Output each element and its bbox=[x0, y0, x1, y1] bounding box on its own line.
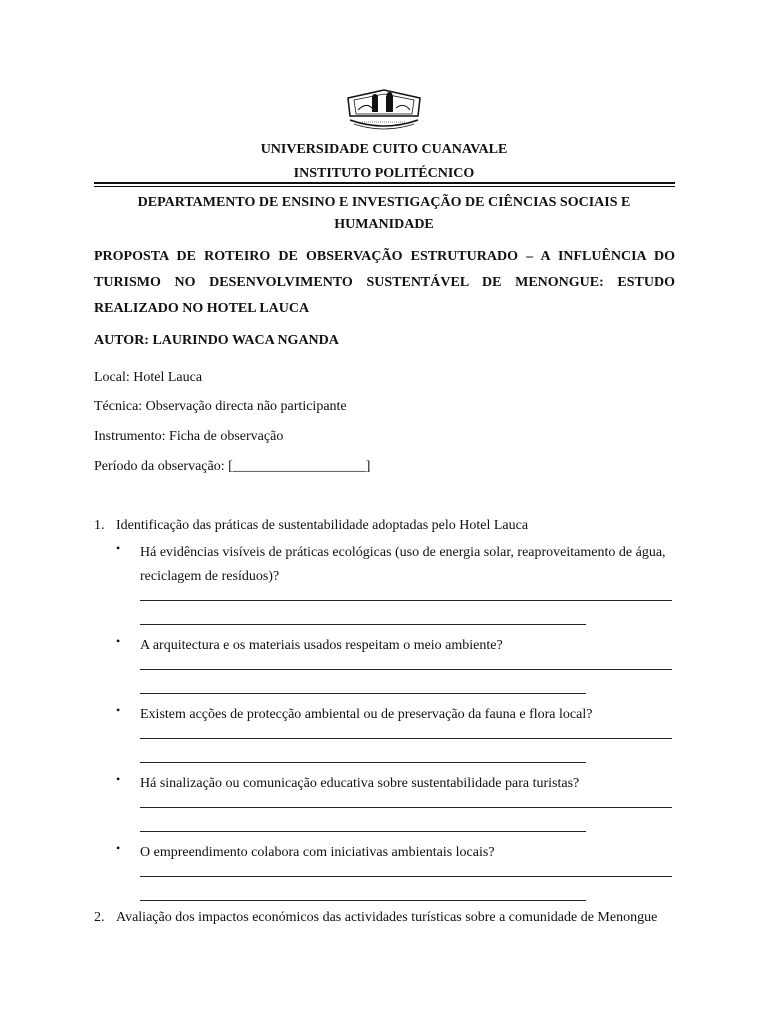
department-name: DEPARTAMENTO DE ENSINO E INVESTIGAÇÃO DE CIÊNCIAS SOCIAIS E HUMANIDADE bbox=[137, 195, 631, 232]
answer-line[interactable] bbox=[140, 762, 586, 763]
answer-line[interactable] bbox=[140, 876, 672, 877]
answer-line[interactable] bbox=[140, 807, 672, 808]
document-title: PROPOSTA DE ROTEIRO DE OBSERVAÇÃO ESTRUTURADO – A INFLUÊNCIA DO TURISMO NO DESENVOLVIMENTO SUSTENTÁVEL DE MENONGUE: ESTUDO REALIZADO NO HOTEL LAUCA bbox=[94, 249, 675, 316]
section-title: Identificação das práticas de sustentabilidade adoptadas pelo Hotel Lauca bbox=[116, 518, 529, 533]
section-number: 1. bbox=[94, 518, 105, 533]
section-title: Avaliação dos impactos económicos das actividades turísticas sobre a comunidade de Menongue bbox=[116, 910, 658, 925]
section-1-heading bbox=[94, 518, 528, 534]
section-2-heading bbox=[94, 910, 657, 926]
bullet-icon: • bbox=[116, 841, 121, 855]
answer-line[interactable] bbox=[140, 600, 672, 601]
header-rule-thin bbox=[94, 186, 675, 187]
bullet-icon: • bbox=[116, 541, 121, 555]
university-name: UNIVERSIDADE CUITO CUANAVALE bbox=[260, 142, 508, 157]
answer-line[interactable] bbox=[140, 693, 586, 694]
info-tecnica: Técnica: Observação directa não participante bbox=[94, 399, 347, 414]
header-rule-thick bbox=[94, 182, 675, 184]
question-text: Há sinalização ou comunicação educativa sobre sustentabilidade para turistas? bbox=[140, 776, 580, 791]
bullet-icon: • bbox=[116, 703, 121, 717]
university-logo bbox=[342, 86, 426, 134]
question-text: Existem acções de protecção ambiental ou de preservação da fauna e flora local? bbox=[140, 707, 593, 722]
question-text: Há evidências visíveis de práticas ecológicas (uso de energia solar, reaproveitamento de água, reciclagem de resíduos)? bbox=[140, 545, 666, 584]
answer-line[interactable] bbox=[140, 738, 672, 739]
answer-line[interactable] bbox=[140, 831, 586, 832]
answer-line[interactable] bbox=[140, 669, 672, 670]
answer-line[interactable] bbox=[140, 900, 586, 901]
author-line: AUTOR: LAURINDO WACA NGANDA bbox=[94, 333, 339, 348]
bullet-icon: • bbox=[116, 772, 121, 786]
info-periodo: Período da observação: [___________________] bbox=[94, 459, 371, 474]
bullet-icon: • bbox=[116, 634, 121, 648]
answer-line[interactable] bbox=[140, 624, 586, 625]
institute-name: INSTITUTO POLITÉCNICO bbox=[293, 166, 475, 181]
question-text: O empreendimento colabora com iniciativas ambientais locais? bbox=[140, 845, 495, 860]
question-text: A arquitectura e os materiais usados respeitam o meio ambiente? bbox=[140, 638, 503, 653]
info-local: Local: Hotel Lauca bbox=[94, 370, 203, 385]
section-number: 2. bbox=[94, 910, 105, 925]
info-instrumento: Instrumento: Ficha de observação bbox=[94, 429, 284, 444]
